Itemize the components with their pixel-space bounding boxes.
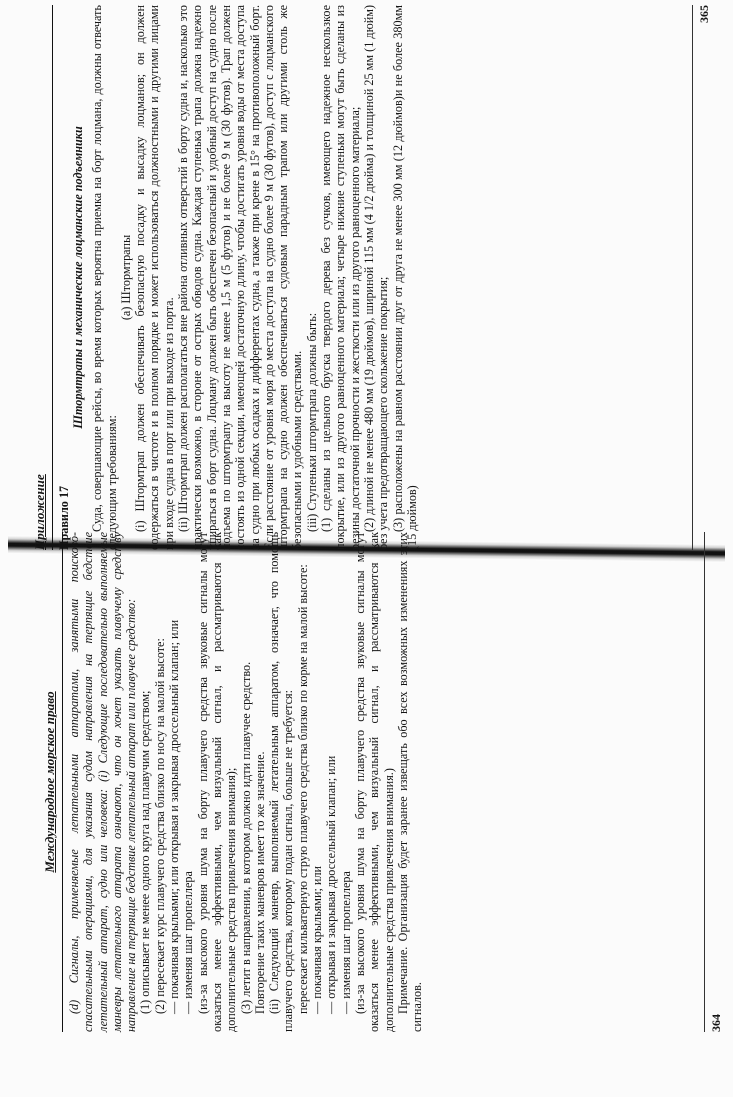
rule-title: Штормтрапы и механические лоцманские подъемники: [71, 126, 86, 429]
paragraph: Суда, совершающие рейсы, во время которых вероятна приемка на борт лоцмана, должны отвечать следующим требованиям:: [90, 5, 119, 550]
page-header: Международное морское право: [42, 691, 57, 873]
list-item: — покачивая крыльями; или: [310, 865, 325, 1014]
subheading: (a) Штормтрапы: [118, 234, 133, 321]
page-number: 364: [709, 1014, 723, 1032]
paragraph: (1) сделаны из цельного бруска твердого дерева без сучков, имеющего надежное нескользкое покрытие, или из другого равноценного материала; четыре нижние ступеньки могут быть сделаны из резины достаточной прочности и жесткости или из другого равноценного материала;: [319, 5, 362, 550]
paragraph: (3) летит в направлении, в котором должно идти плавучее средство.: [238, 661, 253, 1014]
paragraph: (из-за высокого уровня шума на борту плавучего средства звуковые сигналы могут оказаться менее эффективными, чем визуальный сигнал, и рассматриваются как дополнительные средства привлечения внимания.): [352, 532, 396, 1032]
list-item: — изменяя шаг пропеллера: [181, 871, 196, 1014]
paragraph: (3) расположены на равном расстоянии друг от друга не менее 300 мм (12 дюймов)и не более 380мм (15 дюймов): [390, 5, 419, 550]
paragraph: — покачивая крыльями; или открывая и закрывая дроссельный клапан; или: [167, 619, 182, 1014]
footer-rule: [692, 5, 693, 550]
paragraph: (2) пересекает курс плавучего средства близко по носу на малой высоте:: [152, 638, 167, 1014]
rule-number: Правило 17: [57, 485, 71, 550]
paragraph: (i) Штормтрап должен обеспечивать безопасную посадку и высадку лоцманов; он должен содержаться в чистоте и в полном порядке и может использоваться должностными и другими лицами при входе судна в порт или при выходе из порта.: [133, 5, 176, 550]
page-number: 365: [697, 5, 711, 23]
paragraph: (1) описывает не менее одного круга над плавучим средством;: [138, 690, 153, 1014]
list-item: — открывая и закрывая дроссельный клапан; или: [324, 755, 339, 1014]
header-rule: [52, 5, 53, 550]
page-365: [30, 5, 710, 550]
page-body: [67, 532, 424, 1032]
paragraph: (ii) Следующий маневр, выполняемый летательным аппаратом, означает, что помощь плавучего средства, которому подан сигнал, больше не требуется:: [267, 532, 296, 1032]
paragraph: (из-за высокого уровня шума на борту плавучего средства звуковые сигналы могут оказаться менее эффективными, чем визуальный сигнал, и рассматриваются как дополнительные средства привлечения внимания);: [195, 532, 239, 1032]
paragraph: (iii) Ступеньки штормтрапа должны быть:: [304, 312, 319, 532]
footer-rule: [704, 532, 705, 1032]
note-paragraph: Примечание. Организация будет заранее извещать обо всех возможных изменениях этих сигналов.: [395, 532, 425, 1032]
paragraph: пересекает кильватерную струю плавучего средства близко по корме на малой высоте:: [295, 564, 310, 1014]
page-body: [57, 5, 419, 550]
paragraph: Повторение таких маневров имеет то же значение.: [252, 751, 267, 1014]
list-item: — изменяя шаг пропеллера: [338, 871, 353, 1014]
paragraph: (2) длиной не менее 480 мм (19 дюймов), шириной 115 мм (4 1/2 дюйма) и толщиной 25 мм (1 дюйм) без учета предотвращающего скольжение покрытия;: [361, 5, 391, 550]
page-header: Приложение: [32, 474, 47, 550]
paragraph: (d) Сигналы, применяемые летательными аппаратами, занятыми поисково-спасательными операциями, для указания судам направления на терпящие бедствие летательный аппарат, судно или человека: (i) Следующие последовательно выполняемые маневры летательного аппарата означают, что он хочет указать плавучему средству направление на терпящие бедствие летательный аппарат или плавучее средство:: [67, 532, 139, 1032]
paragraph: (ii) Штормтрап должен располагаться вне района отливных отверстий в борту судна и, насколько это практически возможно, в стороне от острых обводов судна. Каждая ступенька трапа должна надежно упираться в борт судна. Лоцману должен быть обеспечен безопасный и удобный доступ на судно после подъема по штормтрапу на высоту не менее 1,5 м (5 футов) и не более 9 м (30 футов). Трап должен состоять из одной секции, имеющей достаточную длину, чтобы достигать уровня воды от места доступа на судно при любых осадках и дифферентах судна, а также при крене в 15° на противоположный борт. Если расстояние от уровня моря до места доступа на судно более 9 м (30 футов), доступ с лоцманского штормтрапа на судно должен обеспечиваться судовым парадным трапом или другими столь же безопасными и удобными средствами.: [176, 5, 305, 550]
page-364: [42, 532, 722, 1032]
header-rule: [62, 532, 63, 1032]
